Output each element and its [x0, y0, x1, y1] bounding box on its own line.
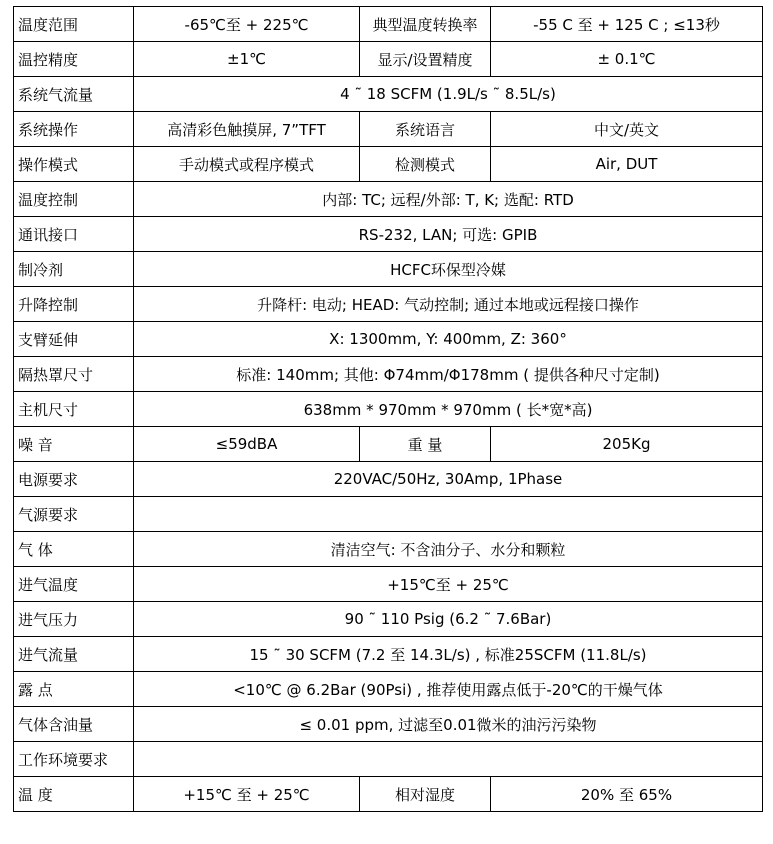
spec-value [134, 742, 763, 777]
spec-label: 温度范围 [14, 7, 134, 42]
spec-label: 温度控制 [14, 182, 134, 217]
spec-label: 系统操作 [14, 112, 134, 147]
table-row [14, 287, 763, 322]
spec-table [13, 6, 763, 812]
table-row [14, 147, 763, 182]
table-row [14, 672, 763, 707]
spec-label: 升降控制 [14, 287, 134, 322]
table-row [14, 777, 763, 812]
spec-value: 20% 至 65% [491, 777, 763, 812]
spec-label: 隔热罩尺寸 [14, 357, 134, 392]
spec-value: 标准: 140mm; 其他: Φ74mm/Φ178mm ( 提供各种尺寸定制) [134, 357, 763, 392]
table-row [14, 42, 763, 77]
spec-value: 638mm * 970mm * 970mm ( 长*宽*高) [134, 392, 763, 427]
spec-value: 4 ˜ 18 SCFM (1.9L/s ˜ 8.5L/s) [134, 77, 763, 112]
spec-value: +15℃至 + 25℃ [134, 567, 763, 602]
table-row [14, 112, 763, 147]
spec-label: 制冷剂 [14, 252, 134, 287]
spec-value: -55 C 至 + 125 C ; ≤13秒 [491, 7, 763, 42]
spec-value: 90 ˜ 110 Psig (6.2 ˜ 7.6Bar) [134, 602, 763, 637]
spec-sub-label: 重 量 [360, 427, 491, 462]
table-row [14, 532, 763, 567]
table-row [14, 7, 763, 42]
spec-label: 进气温度 [14, 567, 134, 602]
spec-value: ±1℃ [134, 42, 360, 77]
spec-label: 气源要求 [14, 497, 134, 532]
table-row [14, 217, 763, 252]
spec-label: 气 体 [14, 532, 134, 567]
table-row [14, 462, 763, 497]
spec-value: <10℃ @ 6.2Bar (90Psi) , 推荐使用露点低于-20℃的干燥气体 [134, 672, 763, 707]
spec-label: 操作模式 [14, 147, 134, 182]
spec-value: 清洁空气: 不含油分子、水分和颗粒 [134, 532, 763, 567]
table-row [14, 322, 763, 357]
table-row [14, 77, 763, 112]
table-row [14, 707, 763, 742]
spec-value: 高清彩色触摸屏, 7”TFT [134, 112, 360, 147]
spec-label: 电源要求 [14, 462, 134, 497]
table-row [14, 497, 763, 532]
spec-value: ≤59dBA [134, 427, 360, 462]
table-row [14, 742, 763, 777]
table-row [14, 637, 763, 672]
spec-sub-label: 检测模式 [360, 147, 491, 182]
spec-value: ± 0.1℃ [491, 42, 763, 77]
spec-label: 通讯接口 [14, 217, 134, 252]
spec-value: 220VAC/50Hz, 30Amp, 1Phase [134, 462, 763, 497]
spec-label: 系统气流量 [14, 77, 134, 112]
spec-value: HCFC环保型冷媒 [134, 252, 763, 287]
spec-label: 温控精度 [14, 42, 134, 77]
table-row [14, 567, 763, 602]
spec-table-body [14, 7, 763, 812]
spec-value: 15 ˜ 30 SCFM (7.2 至 14.3L/s) , 标准25SCFM (11.8L/s) [134, 637, 763, 672]
spec-label: 露 点 [14, 672, 134, 707]
spec-value: 中文/英文 [491, 112, 763, 147]
spec-label: 进气压力 [14, 602, 134, 637]
spec-label: 支臂延伸 [14, 322, 134, 357]
spec-value: X: 1300mm, Y: 400mm, Z: 360° [134, 322, 763, 357]
spec-sub-label: 显示/设置精度 [360, 42, 491, 77]
spec-label: 温 度 [14, 777, 134, 812]
table-row [14, 392, 763, 427]
table-row [14, 252, 763, 287]
spec-label: 进气流量 [14, 637, 134, 672]
spec-label: 主机尺寸 [14, 392, 134, 427]
table-row [14, 182, 763, 217]
spec-value: 205Kg [491, 427, 763, 462]
spec-value: ≤ 0.01 ppm, 过滤至0.01微米的油污污染物 [134, 707, 763, 742]
spec-sub-label: 相对湿度 [360, 777, 491, 812]
spec-value: -65℃至 + 225℃ [134, 7, 360, 42]
spec-label: 噪 音 [14, 427, 134, 462]
spec-value: Air, DUT [491, 147, 763, 182]
spec-sub-label: 典型温度转换率 [360, 7, 491, 42]
spec-label: 气体含油量 [14, 707, 134, 742]
spec-value: 手动模式或程序模式 [134, 147, 360, 182]
table-row [14, 357, 763, 392]
spec-sub-label: 系统语言 [360, 112, 491, 147]
spec-value [134, 497, 763, 532]
spec-value: +15℃ 至 + 25℃ [134, 777, 360, 812]
spec-label: 工作环境要求 [14, 742, 134, 777]
table-row [14, 602, 763, 637]
spec-value: 升降杆: 电动; HEAD: 气动控制; 通过本地或远程接口操作 [134, 287, 763, 322]
spec-value: 内部: TC; 远程/外部: T, K; 选配: RTD [134, 182, 763, 217]
spec-value: RS-232, LAN; 可选: GPIB [134, 217, 763, 252]
table-row [14, 427, 763, 462]
